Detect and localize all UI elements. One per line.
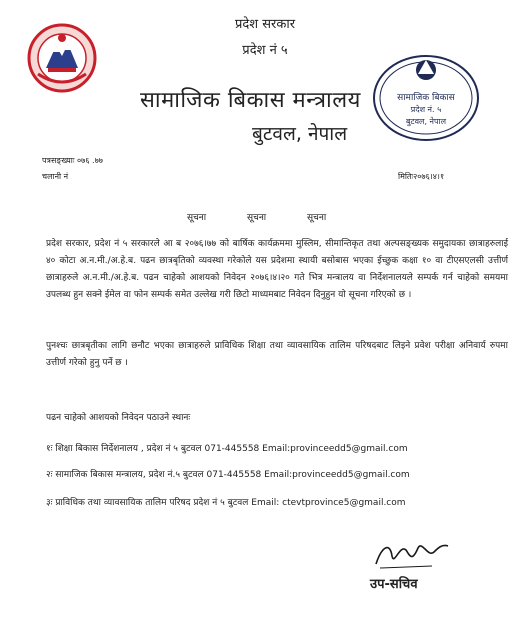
stamp-line-3: बुटवल, नेपाल — [405, 117, 447, 126]
header-ministry: सामाजिक बिकास मन्त्रालय — [140, 88, 361, 113]
address-item: १ः शिक्षा बिकास निर्देशनालय , प्रदेश नं ५ बुटवल 071-445558 Email:provinceedd5@gmail.com — [46, 444, 408, 454]
notice-word: सूचना — [247, 213, 267, 223]
notice-heading — [187, 210, 364, 223]
ministry-stamp — [368, 48, 484, 144]
notice-paragraph: प्रदेश सरकार, प्रदेश नं ५ सरकारले आ ब २०७६।७७ को बार्षिक कार्यक्रममा मुस्लिम, सीमान्तिकृत तथा अल्पसङ्ख्यक समुदायका छात्राहरुलाई ४० कोटा अ.न.मी./अ.हे.ब. पढन छात्रबृतिको व्यवस्था गरेकोले यस प्रदेशमा स्थायी बसोबास भएका ईच्छुक कक्षा १० वा टीएसएलसी उत्तीर्ण छात्राहरुले अ.न.मी./अ.हे.ब. पढन चाहेको आशयको निवेदन २०७६।४।२० गते भित्र मन्त्रालय वा निर्देशनालयले सम्पर्क गर्न चाहेको समयमा उपलब्ध हुन सक्ने ईमेल वा फोन सम्पर्क समेत उल्लेख गरी छिटो माध्यमबाट निवेदन दिनुहुन यो सूचना गरिएको छ । — [46, 239, 508, 300]
header-province: प्रदेश नं ५ — [242, 43, 288, 58]
signature-scribble — [372, 536, 452, 572]
notice-word: सूचना — [187, 213, 207, 223]
notice-word: सूचना — [307, 213, 327, 223]
address-item: २ः सामाजिक बिकास मन्त्रालय, प्रदेश नं.५ बुटवल 071-445558 Email:provinceedd5@gmail.com — [46, 470, 410, 480]
reference-number: पत्रसङ्ख्याः ०७६ .७७ — [42, 156, 103, 165]
date: मितिः२०७६।४।१ — [398, 172, 445, 181]
header-government: प्रदेश सरकार — [234, 17, 296, 32]
send-location-heading: पढन चाहेको आशयको निवेदन पठाउने स्थानः — [46, 413, 191, 423]
postscript-paragraph: पुनश्चः छात्रबृतीका लागि छनौट भएका छात्राहरुले प्राविधिक शिक्षा तथा व्यावसायिक तालिम परिषदबाट लिइने प्रवेश परीक्षा अनिवार्य रुपमा उत्तीर्ण गरेको हुनु पर्ने छ । — [46, 341, 508, 368]
signatory-designation: उप-सचिव — [370, 577, 418, 592]
address-item: ३ः प्राविधिक तथा व्यावसायिक तालिम परिषद प्रदेश नं ५ बुटवल Email: ctevtprovince5@gmail.com — [46, 498, 406, 508]
nepal-government-emblem — [26, 22, 98, 94]
header-city: बुटवल, नेपाल — [252, 123, 348, 145]
stamp-line-1: सामाजिक बिकास — [397, 93, 455, 103]
dispatch-number: चलानी नं — [42, 172, 69, 181]
stamp-line-2: प्रदेश नं. ५ — [410, 105, 442, 114]
